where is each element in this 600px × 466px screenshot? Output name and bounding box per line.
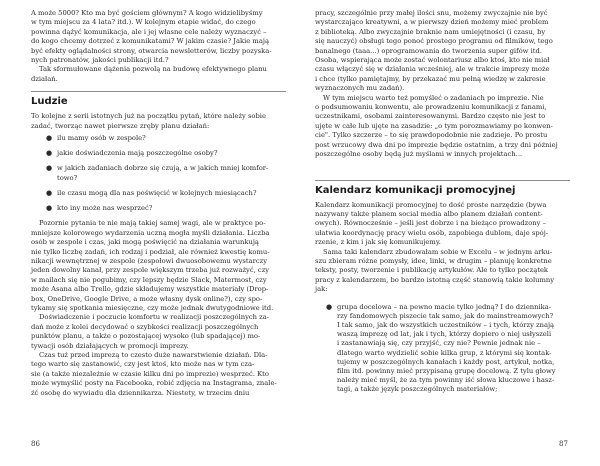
text-line: o podsumowaniu konwentu, ale prowadzeniu komunikacji z fanami, [315, 103, 547, 112]
text-line: tykamy się spotkania miesięczne, czy może jednak dwutygodniowe itd. [31, 303, 274, 312]
list-item: ● ilu mamy osób w zespole? [46, 134, 146, 143]
text-line: Sama taki kalendarz zbudowałam sobie w Excelu – w jednym arku- [323, 247, 553, 256]
text-line: z biblioteką. Albo zwyczajnie braknie nam umiejętności (i czasu, by [315, 27, 546, 36]
body-paragraph [31, 313, 286, 351]
text-line: źć osobę do wywiadu dla dziennikarza. Niestety, w trzecim dniu [31, 388, 250, 397]
text-line: może wymyślić posty na Facebooka, robić zdjęcia na Instagrama, znale- [31, 379, 277, 388]
text-line: nazywany także planem social media albo planem działań content- [315, 209, 543, 218]
bullet-icon: ● [46, 204, 53, 213]
text-line: box, OneDrive, Google Drive, a może własny dysk online?), czy spo- [31, 294, 263, 303]
page-number-left: 86 [31, 440, 40, 448]
intro-paragraph [31, 9, 286, 84]
text-line: Czas tuż przed imprezą to czesto duże nawarstwienie działań. Dla- [39, 350, 268, 359]
section-heading-kalendarz: Kalendarz komunikacji promocyjnej [315, 184, 516, 196]
text-line: ujęte w całe lub ujęte na zasadzie: „o tym porozmawiamy po konwen- [315, 121, 553, 130]
text-line: uczestnikami, osobami zainteresowanymi. Bardzo często nie jest to [315, 112, 546, 121]
text-line: tywacji osób działających w promocji imprezy. [31, 341, 189, 350]
text-line: Osoba, wspierająca może zostać wolontariusz albo ktoś, kto nie miał [315, 56, 550, 65]
bullet-icon: ● [46, 164, 53, 173]
column-list [315, 303, 570, 395]
text-line: wystarczająco kreatywni, a w pierwszy dzień możemy mieć problem [315, 18, 549, 27]
text-line: być efekty oglądalności strony, otwarcia newsletterów, liczby pozyska- [31, 46, 272, 55]
text-line: zadać, tworząc nawet pierwsze zręby planu działań: [31, 121, 210, 130]
list-item: ● grupa docelowa – na pewno macie tylko jedną? I do dziennika- rzy fandomowych piszecie tak samo, jak do mainstreamowych? I tak samo, jak do wszystkich uczestników – i tych, którzy znają waszą imprezę od lat, jak i tych, którzy dopiero o niej usłyszeli i zastanawiają się, czy przyjść, czy nie? Pewnie jednak nie – dlatego warto wydzielić sobie kilka grup, z którymi się kontak- tujemy w poszczególnych kanałach i każdy post, artykuł, notka, film itd. powinny mieć przypisaną grupę docelową. Z tylu głowy należy mieć myśl, że za tym powinny iść słowa kluczowe i hasz- tagi, a także język poszczególnych materiałów; [326, 302, 556, 394]
text-line: poszczególne osoby będą już myślami w innych projektach... [315, 150, 523, 159]
text-line: W tym miejscu warto też pomyśleć o zadaniach po imprezie. Nie [323, 93, 544, 102]
list-item: ● kto iny może nas wesprzeć? [46, 204, 153, 213]
text-line: rzenie, z kim i jak się komunikujemy. [315, 238, 441, 247]
text-line: cie". Tylko szczerze – to się prawdopodobnie nie zadzieje. Po prostu [315, 131, 548, 140]
text-line: jeden dowolny kanał, przy zespole większym trzeba już rozważyć, czy [31, 266, 270, 275]
text-line: i chce (tylko pamiętajmy, by przekazać mu pełną wiedzę w zakresie [315, 74, 546, 83]
text-line: Kalendarz komunikacji promocyjnej to dość proste narzędzie (bywa [315, 200, 547, 209]
list-item: ● ile czasu mogą dla nas poświęcić w kolejnych miesiącach? [46, 188, 257, 197]
text-line: A może 5000? Kto ma być gościem głównym? A kogo widzielibyśmy [31, 9, 263, 17]
text-line: nie tylko liczbę zadań, ich rodzaj i podział, ale również kwestię komu- [31, 247, 270, 256]
text-line: jak: [315, 285, 328, 294]
text-line: To kolejne z serii istotnych już na początku pytań, które należy sobie [31, 112, 266, 121]
people-intro [31, 112, 286, 131]
body-paragraph [315, 94, 570, 160]
bullet-icon: ● [326, 302, 333, 311]
list-item: ● jakie doświadczenia mają poszczególne osoby? [46, 149, 218, 158]
text-line: owych). Równocześnie – jeśli jest dobrze i na bieżąco prowadzony – [315, 219, 546, 228]
text-line: działań. [31, 74, 58, 83]
page-number-right: 87 [559, 440, 568, 448]
text-line: dań może z kolei decydować o szybkości realizacji poszczególnych [31, 322, 259, 331]
body-paragraph [315, 248, 570, 295]
text-line: mniejsze kolorowego wydarzenia uczną mogła myśli działania. Liczba [31, 228, 270, 237]
body-paragraph [31, 351, 286, 398]
text-line: osób w zespole i czas, jaki mogą poświęcić na działania warunkują [31, 238, 259, 247]
text-line: w mailach się nie pogubimy, czy lepszy będzie Slack, Matermost, czy [31, 275, 267, 284]
text-line: może Asana albo Trello, gdzie składujemy wszystkie materiały (Drop- [31, 285, 269, 294]
text-line: teksty, posty, tworzenie i publikację artykułów. Ale to tylko początek [315, 266, 549, 275]
text-line: się nauczyć) obsługi tego ponoć prostego programu od filmików, tego [315, 37, 553, 46]
question-list [31, 134, 286, 213]
section-heading-ludzie: Ludzie [31, 96, 68, 108]
body-paragraph [315, 9, 570, 94]
body-paragraph [31, 219, 286, 313]
list-item: ● w jakich zadaniach dobrze się czują, a w jakich mniej komfor- towo? [46, 164, 269, 182]
text-line: w tym miejscu za 4 lata? itd.). W kolejnym etapie widać, do czego [31, 18, 256, 27]
text-line: czasu włączyć się w działania wcześniej, ale w trakcie imprezy może [315, 65, 550, 74]
text-line: do kogo chcemy dotrzeć z komunikatami? W jakim czasie? Jakie mają [31, 37, 269, 46]
section-heading-block [31, 91, 286, 108]
section-heading-block [315, 180, 570, 197]
text-line: Doświadczenie i poczucie komfortu w realizacji poszczególnych za- [39, 313, 270, 322]
text-line: powinna dążyć komunikacja, ale i jej własne cele należy wyznaczyć – [31, 27, 267, 36]
heading-rule [315, 180, 570, 181]
text-line: punktów planu, a także o pozostającej wysoko (lub spadającej) mo- [31, 332, 261, 341]
text-line: pracy z kalendarzem, bo bardzo istotną część stanowią takie kolumny [315, 275, 555, 284]
text-line: pracy, szczególnie przy małej ilości snu, możemy zwyczajnie nie być [315, 9, 548, 17]
text-line: sie (a także niezależnie w czasie kilku dni po imprezie) wesprzeć. Kto [31, 369, 269, 378]
right-page [300, 0, 600, 466]
text-line: wyznaczonych mu zadań). [315, 84, 405, 93]
text-line: banalnego (taaa...) oprogramowania do tworzenia super gifów itd. [315, 46, 542, 55]
text-line: ułatwia koordynację pracy wielu osób, zapobiega dublom, daje spój- [315, 228, 549, 237]
body-paragraph [315, 201, 570, 248]
text-line: nikacji wewnętrznej w zespole (zespołowi dwuosobowemu wystarczy [31, 256, 268, 265]
text-line: Pozornie pytania te nie mają takiej samej wagi, ale w praktyce po- [39, 219, 266, 228]
text-line: szu zbieram różne pomysły, idee, linki, w drugim – planuję konkretne [315, 256, 552, 265]
bullet-icon: ● [46, 149, 53, 158]
bullet-icon: ● [46, 134, 53, 143]
text-line: Tak sformułowane dążenia pozwolą na budowę efektywnego planu [39, 65, 267, 74]
heading-rule [31, 91, 286, 92]
text-line: tego warto się zastanowić, czy jest ktoś, kto może nas w tym cza- [31, 360, 255, 369]
text-line: nych patronatów, jakości publikacji itd.? [31, 56, 169, 65]
bullet-icon: ● [46, 188, 53, 197]
text-line: post wrzucowy dwa dni po imprezie będzie ostatnim, a trzy dni później [315, 140, 558, 149]
